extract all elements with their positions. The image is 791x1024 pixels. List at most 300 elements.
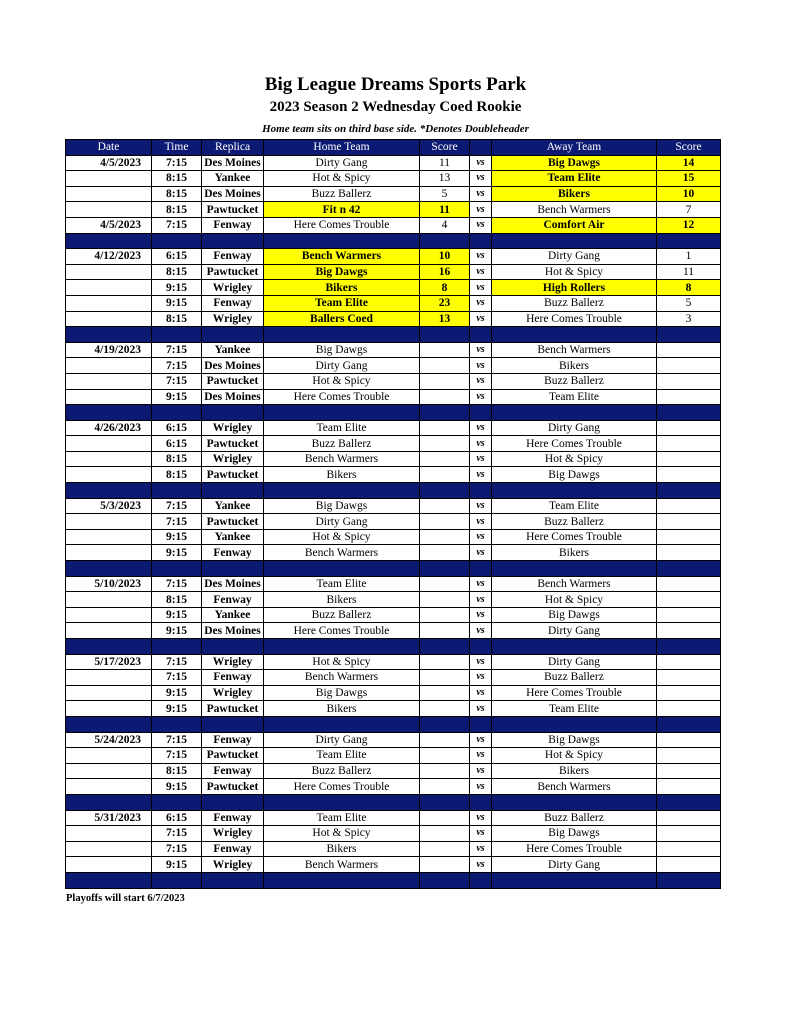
page-title: Big League Dreams Sports Park bbox=[264, 74, 527, 95]
replica-field: Wrigley bbox=[202, 826, 264, 842]
away-team: Hot & Spicy bbox=[492, 451, 657, 467]
separator-cell bbox=[420, 561, 470, 577]
game-date bbox=[66, 280, 152, 296]
away-score bbox=[657, 592, 721, 608]
game-date bbox=[66, 514, 152, 530]
home-team: Team Elite bbox=[264, 810, 420, 826]
home-score: 10 bbox=[420, 249, 470, 265]
game-time: 9:15 bbox=[152, 779, 202, 795]
separator-cell bbox=[470, 639, 492, 655]
away-team: Team Elite bbox=[492, 498, 657, 514]
away-score: 7 bbox=[657, 202, 721, 218]
away-team: Big Dawgs bbox=[492, 826, 657, 842]
replica-field: Pawtucket bbox=[202, 264, 264, 280]
away-score bbox=[657, 389, 721, 405]
vs-label: vs bbox=[470, 779, 492, 795]
vs-label: vs bbox=[470, 358, 492, 374]
game-time: 7:15 bbox=[152, 670, 202, 686]
away-score: 14 bbox=[657, 155, 721, 171]
away-team: Here Comes Trouble bbox=[492, 436, 657, 452]
separator-cell bbox=[202, 872, 264, 888]
game-time: 7:15 bbox=[152, 732, 202, 748]
game-date bbox=[66, 545, 152, 561]
game-date bbox=[66, 826, 152, 842]
game-time: 8:15 bbox=[152, 311, 202, 327]
home-score bbox=[420, 763, 470, 779]
table-row bbox=[66, 295, 721, 311]
away-score bbox=[657, 701, 721, 717]
game-date bbox=[66, 358, 152, 374]
home-team: Bikers bbox=[264, 592, 420, 608]
away-score bbox=[657, 373, 721, 389]
away-team: Here Comes Trouble bbox=[492, 841, 657, 857]
vs-label: vs bbox=[470, 826, 492, 842]
away-team: Buzz Ballerz bbox=[492, 514, 657, 530]
col-header-date: Date bbox=[66, 140, 152, 156]
home-team: Bench Warmers bbox=[264, 545, 420, 561]
game-time: 7:15 bbox=[152, 576, 202, 592]
game-date bbox=[66, 748, 152, 764]
home-score bbox=[420, 436, 470, 452]
separator-cell bbox=[470, 405, 492, 421]
home-score bbox=[420, 529, 470, 545]
table-row bbox=[66, 264, 721, 280]
away-score bbox=[657, 857, 721, 873]
away-score bbox=[657, 826, 721, 842]
vs-label: vs bbox=[470, 202, 492, 218]
game-date bbox=[66, 607, 152, 623]
game-time: 7:15 bbox=[152, 358, 202, 374]
away-score bbox=[657, 654, 721, 670]
separator-cell bbox=[152, 327, 202, 343]
home-team: Team Elite bbox=[264, 748, 420, 764]
separator-cell bbox=[492, 716, 657, 732]
away-team: Bikers bbox=[492, 545, 657, 561]
home-score bbox=[420, 701, 470, 717]
separator-cell bbox=[420, 405, 470, 421]
separator-cell bbox=[202, 405, 264, 421]
away-team: Bikers bbox=[492, 186, 657, 202]
home-team: Dirty Gang bbox=[264, 514, 420, 530]
replica-field: Yankee bbox=[202, 342, 264, 358]
away-score bbox=[657, 779, 721, 795]
game-time: 8:15 bbox=[152, 186, 202, 202]
game-date: 4/26/2023 bbox=[66, 420, 152, 436]
vs-label: vs bbox=[470, 436, 492, 452]
replica-field: Wrigley bbox=[202, 280, 264, 296]
replica-field: Pawtucket bbox=[202, 701, 264, 717]
game-date bbox=[66, 186, 152, 202]
game-time: 7:15 bbox=[152, 373, 202, 389]
replica-field: Fenway bbox=[202, 592, 264, 608]
home-team: Team Elite bbox=[264, 576, 420, 592]
week-separator bbox=[66, 233, 721, 249]
home-score bbox=[420, 685, 470, 701]
away-team: Bikers bbox=[492, 358, 657, 374]
game-date bbox=[66, 670, 152, 686]
game-date bbox=[66, 264, 152, 280]
separator-cell bbox=[420, 794, 470, 810]
separator-cell bbox=[66, 233, 152, 249]
home-team: Hot & Spicy bbox=[264, 529, 420, 545]
home-score bbox=[420, 623, 470, 639]
table-row bbox=[66, 342, 721, 358]
separator-cell bbox=[152, 872, 202, 888]
game-time: 9:15 bbox=[152, 857, 202, 873]
home-team: Bench Warmers bbox=[264, 249, 420, 265]
table-header-row bbox=[66, 140, 721, 156]
game-time: 9:15 bbox=[152, 280, 202, 296]
separator-cell bbox=[152, 233, 202, 249]
table-row bbox=[66, 467, 721, 483]
home-score bbox=[420, 420, 470, 436]
game-date bbox=[66, 623, 152, 639]
replica-field: Pawtucket bbox=[202, 514, 264, 530]
game-time: 9:15 bbox=[152, 529, 202, 545]
vs-label: vs bbox=[470, 217, 492, 233]
vs-label: vs bbox=[470, 623, 492, 639]
home-score: 4 bbox=[420, 217, 470, 233]
home-team: Team Elite bbox=[264, 295, 420, 311]
away-score bbox=[657, 451, 721, 467]
game-time: 8:15 bbox=[152, 467, 202, 483]
separator-cell bbox=[264, 794, 420, 810]
home-team: Hot & Spicy bbox=[264, 654, 420, 670]
home-team: Big Dawgs bbox=[264, 498, 420, 514]
away-score: 8 bbox=[657, 280, 721, 296]
table-row bbox=[66, 841, 721, 857]
home-team: Here Comes Trouble bbox=[264, 623, 420, 639]
game-time: 9:15 bbox=[152, 295, 202, 311]
replica-field: Pawtucket bbox=[202, 373, 264, 389]
away-team: Dirty Gang bbox=[492, 249, 657, 265]
separator-cell bbox=[202, 716, 264, 732]
separator-cell bbox=[66, 716, 152, 732]
separator-cell bbox=[420, 483, 470, 499]
replica-field: Pawtucket bbox=[202, 748, 264, 764]
away-score bbox=[657, 545, 721, 561]
separator-cell bbox=[657, 716, 721, 732]
away-team: Comfort Air bbox=[492, 217, 657, 233]
home-team: Big Dawgs bbox=[264, 685, 420, 701]
vs-label: vs bbox=[470, 576, 492, 592]
game-date: 4/12/2023 bbox=[66, 249, 152, 265]
table-row bbox=[66, 810, 721, 826]
home-team: Dirty Gang bbox=[264, 155, 420, 171]
table-row bbox=[66, 607, 721, 623]
away-team: Bench Warmers bbox=[492, 779, 657, 795]
separator-cell bbox=[152, 716, 202, 732]
table-row bbox=[66, 420, 721, 436]
table-row bbox=[66, 654, 721, 670]
vs-label: vs bbox=[470, 529, 492, 545]
separator-cell bbox=[492, 233, 657, 249]
vs-label: vs bbox=[470, 186, 492, 202]
game-time: 9:15 bbox=[152, 701, 202, 717]
vs-label: vs bbox=[470, 280, 492, 296]
game-time: 7:15 bbox=[152, 841, 202, 857]
game-date: 4/19/2023 bbox=[66, 342, 152, 358]
vs-label: vs bbox=[470, 732, 492, 748]
home-team: Dirty Gang bbox=[264, 732, 420, 748]
away-score: 11 bbox=[657, 264, 721, 280]
away-team: Big Dawgs bbox=[492, 732, 657, 748]
table-row bbox=[66, 311, 721, 327]
separator-cell bbox=[470, 716, 492, 732]
replica-field: Des Moines bbox=[202, 155, 264, 171]
vs-label: vs bbox=[470, 670, 492, 686]
separator-cell bbox=[202, 561, 264, 577]
home-score bbox=[420, 654, 470, 670]
home-team: Buzz Ballerz bbox=[264, 186, 420, 202]
game-time: 6:15 bbox=[152, 810, 202, 826]
separator-cell bbox=[66, 405, 152, 421]
game-time: 8:15 bbox=[152, 592, 202, 608]
table-row bbox=[66, 358, 721, 374]
replica-field: Des Moines bbox=[202, 389, 264, 405]
col-header-home-score: Score bbox=[420, 140, 470, 156]
away-team: Here Comes Trouble bbox=[492, 529, 657, 545]
game-time: 7:15 bbox=[152, 654, 202, 670]
home-score bbox=[420, 779, 470, 795]
table-row bbox=[66, 623, 721, 639]
separator-cell bbox=[420, 233, 470, 249]
table-row bbox=[66, 498, 721, 514]
away-team: Bikers bbox=[492, 763, 657, 779]
home-score bbox=[420, 857, 470, 873]
game-time: 8:15 bbox=[152, 202, 202, 218]
away-team: Dirty Gang bbox=[492, 857, 657, 873]
home-team: Bench Warmers bbox=[264, 670, 420, 686]
home-score bbox=[420, 810, 470, 826]
home-team: Fit n 42 bbox=[264, 202, 420, 218]
home-score bbox=[420, 826, 470, 842]
game-date: 4/5/2023 bbox=[66, 155, 152, 171]
away-score bbox=[657, 623, 721, 639]
table-row bbox=[66, 529, 721, 545]
separator-cell bbox=[492, 794, 657, 810]
away-score bbox=[657, 467, 721, 483]
vs-label: vs bbox=[470, 607, 492, 623]
replica-field: Wrigley bbox=[202, 311, 264, 327]
separator-cell bbox=[264, 639, 420, 655]
table-row bbox=[66, 779, 721, 795]
home-team: Bikers bbox=[264, 280, 420, 296]
col-header-replica: Replica bbox=[202, 140, 264, 156]
replica-field: Wrigley bbox=[202, 420, 264, 436]
vs-label: vs bbox=[470, 249, 492, 265]
away-score bbox=[657, 358, 721, 374]
col-header-home-team: Home Team bbox=[264, 140, 420, 156]
vs-label: vs bbox=[470, 264, 492, 280]
away-team: Dirty Gang bbox=[492, 420, 657, 436]
game-date: 4/5/2023 bbox=[66, 217, 152, 233]
vs-label: vs bbox=[470, 467, 492, 483]
away-score bbox=[657, 514, 721, 530]
replica-field: Fenway bbox=[202, 295, 264, 311]
separator-cell bbox=[264, 483, 420, 499]
away-team: Here Comes Trouble bbox=[492, 311, 657, 327]
away-score bbox=[657, 529, 721, 545]
away-team: Hot & Spicy bbox=[492, 264, 657, 280]
separator-cell bbox=[420, 327, 470, 343]
home-team: Buzz Ballerz bbox=[264, 436, 420, 452]
home-score: 23 bbox=[420, 295, 470, 311]
separator-cell bbox=[264, 233, 420, 249]
away-score bbox=[657, 670, 721, 686]
separator-cell bbox=[470, 233, 492, 249]
game-time: 7:15 bbox=[152, 514, 202, 530]
away-score bbox=[657, 420, 721, 436]
separator-cell bbox=[657, 872, 721, 888]
separator-cell bbox=[66, 483, 152, 499]
schedule-note: Home team sits on third base side. *Denotes Doubleheader bbox=[262, 123, 529, 135]
vs-label: vs bbox=[470, 311, 492, 327]
away-score bbox=[657, 576, 721, 592]
table-row bbox=[66, 685, 721, 701]
separator-cell bbox=[420, 639, 470, 655]
vs-label: vs bbox=[470, 420, 492, 436]
replica-field: Yankee bbox=[202, 171, 264, 187]
separator-cell bbox=[492, 872, 657, 888]
away-score bbox=[657, 732, 721, 748]
separator-cell bbox=[202, 639, 264, 655]
separator-cell bbox=[657, 327, 721, 343]
game-date bbox=[66, 311, 152, 327]
separator-cell bbox=[202, 233, 264, 249]
away-score: 15 bbox=[657, 171, 721, 187]
game-date bbox=[66, 451, 152, 467]
game-time: 9:15 bbox=[152, 545, 202, 561]
table-row bbox=[66, 576, 721, 592]
replica-field: Yankee bbox=[202, 607, 264, 623]
home-team: Hot & Spicy bbox=[264, 171, 420, 187]
away-team: Big Dawgs bbox=[492, 467, 657, 483]
home-team: Team Elite bbox=[264, 420, 420, 436]
game-time: 7:15 bbox=[152, 155, 202, 171]
separator-cell bbox=[202, 483, 264, 499]
separator-cell bbox=[152, 639, 202, 655]
separator-cell bbox=[657, 639, 721, 655]
separator-cell bbox=[657, 561, 721, 577]
home-score bbox=[420, 498, 470, 514]
separator-cell bbox=[152, 794, 202, 810]
away-team: Here Comes Trouble bbox=[492, 685, 657, 701]
separator-cell bbox=[66, 872, 152, 888]
game-time: 8:15 bbox=[152, 451, 202, 467]
home-score bbox=[420, 389, 470, 405]
separator-cell bbox=[492, 561, 657, 577]
home-team: Bikers bbox=[264, 701, 420, 717]
replica-field: Yankee bbox=[202, 498, 264, 514]
home-team: Here Comes Trouble bbox=[264, 779, 420, 795]
away-team: Hot & Spicy bbox=[492, 748, 657, 764]
replica-field: Fenway bbox=[202, 217, 264, 233]
week-separator bbox=[66, 483, 721, 499]
game-date: 5/24/2023 bbox=[66, 732, 152, 748]
home-score: 8 bbox=[420, 280, 470, 296]
home-score: 11 bbox=[420, 155, 470, 171]
away-team: Bench Warmers bbox=[492, 576, 657, 592]
game-time: 6:15 bbox=[152, 249, 202, 265]
separator-cell bbox=[470, 327, 492, 343]
separator-cell bbox=[264, 327, 420, 343]
table-row bbox=[66, 545, 721, 561]
replica-field: Pawtucket bbox=[202, 202, 264, 218]
game-date bbox=[66, 373, 152, 389]
col-header-vs bbox=[470, 140, 492, 156]
replica-field: Des Moines bbox=[202, 576, 264, 592]
game-date: 5/31/2023 bbox=[66, 810, 152, 826]
vs-label: vs bbox=[470, 592, 492, 608]
separator-cell bbox=[264, 561, 420, 577]
table-row bbox=[66, 748, 721, 764]
col-header-time: Time bbox=[152, 140, 202, 156]
vs-label: vs bbox=[470, 389, 492, 405]
vs-label: vs bbox=[470, 685, 492, 701]
replica-field: Des Moines bbox=[202, 186, 264, 202]
week-separator bbox=[66, 872, 721, 888]
home-team: Here Comes Trouble bbox=[264, 217, 420, 233]
table-row bbox=[66, 857, 721, 873]
page-subtitle: 2023 Season 2 Wednesday Coed Rookie bbox=[269, 99, 522, 115]
home-score: 11 bbox=[420, 202, 470, 218]
home-team: Ballers Coed bbox=[264, 311, 420, 327]
home-score bbox=[420, 732, 470, 748]
game-time: 7:15 bbox=[152, 217, 202, 233]
game-date bbox=[66, 592, 152, 608]
separator-cell bbox=[152, 483, 202, 499]
separator-cell bbox=[152, 561, 202, 577]
game-date bbox=[66, 295, 152, 311]
replica-field: Fenway bbox=[202, 841, 264, 857]
home-team: Bench Warmers bbox=[264, 451, 420, 467]
table-row bbox=[66, 451, 721, 467]
home-team: Buzz Ballerz bbox=[264, 607, 420, 623]
replica-field: Fenway bbox=[202, 545, 264, 561]
away-score bbox=[657, 763, 721, 779]
away-score: 10 bbox=[657, 186, 721, 202]
away-score bbox=[657, 810, 721, 826]
away-team: High Rollers bbox=[492, 280, 657, 296]
game-time: 9:15 bbox=[152, 685, 202, 701]
game-date bbox=[66, 841, 152, 857]
game-date bbox=[66, 685, 152, 701]
table-row bbox=[66, 202, 721, 218]
vs-label: vs bbox=[470, 810, 492, 826]
home-team: Here Comes Trouble bbox=[264, 389, 420, 405]
game-date bbox=[66, 467, 152, 483]
away-team: Big Dawgs bbox=[492, 607, 657, 623]
vs-label: vs bbox=[470, 451, 492, 467]
vs-label: vs bbox=[470, 545, 492, 561]
separator-cell bbox=[470, 561, 492, 577]
table-row bbox=[66, 155, 721, 171]
game-time: 7:15 bbox=[152, 342, 202, 358]
home-score bbox=[420, 467, 470, 483]
separator-cell bbox=[264, 405, 420, 421]
separator-cell bbox=[492, 483, 657, 499]
home-score bbox=[420, 342, 470, 358]
game-date bbox=[66, 857, 152, 873]
table-row bbox=[66, 826, 721, 842]
vs-label: vs bbox=[470, 498, 492, 514]
table-row bbox=[66, 701, 721, 717]
game-time: 9:15 bbox=[152, 623, 202, 639]
home-score bbox=[420, 545, 470, 561]
separator-cell bbox=[420, 716, 470, 732]
away-team: Bench Warmers bbox=[492, 342, 657, 358]
